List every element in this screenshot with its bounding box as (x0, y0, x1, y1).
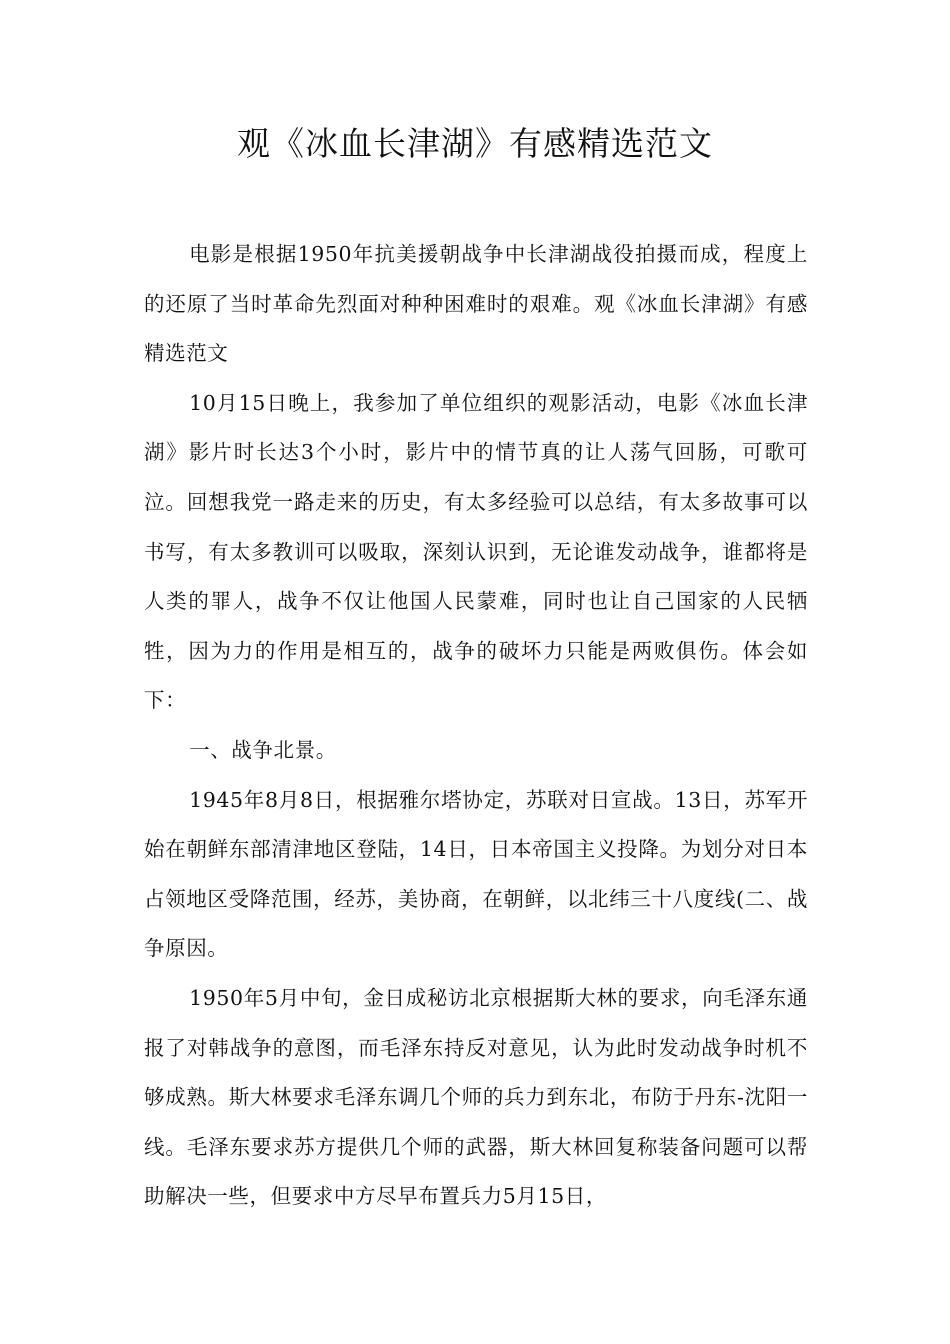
section-heading-background: 一、战争北景。 (189, 737, 337, 762)
document-title: 观《冰血长津湖》有感精选范文 (237, 124, 713, 163)
paragraph-background: 1945年8月8日，根据雅尔塔协定，苏联对日宣战。13日，苏军开始在朝鲜东部清津地区登陆，14日，日本帝国主义投降。为划分对日本占领地区受降范围，经苏，美协商，在朝鲜，以北纬三十八度线(二、战争原因。 (144, 787, 808, 961)
paragraph-viewing: 10月15日晚上，我参加了单位组织的观影活动，电影《冰血长津湖》影片时长达3个小时，影片中的情节真的让人荡气回肠，可歌可泣。回想我党一路走来的历史，有太多经验可以总结，有太多故事可以书写，有太多教训可以吸取，深刻认识到，无论谁发动战争，谁都将是人类的罪人，战争不仅让他国人民蒙难，同时也让自己国家的人民牺牲，因为力的作用是相互的，战争的破坏力只能是两败俱伤。体会如下： (144, 390, 808, 713)
paragraph-intro: 电影是根据1950年抗美援朝战争中长津湖战役拍摄而成，程度上的还原了当时革命先烈面对种种困难时的艰难。观《冰血长津湖》有感精选范文 (144, 242, 808, 366)
paragraph-cause: 1950年5月中旬，金日成秘访北京根据斯大林的要求，向毛泽东通报了对韩战争的意图，而毛泽东持反对意见，认为此时发动战争时机不够成熟。斯大林要求毛泽东调几个师的兵力到东北，布防于丹东-沈阳一线。毛泽东要求苏方提供几个师的武器，斯大林回复称装备问题可以帮助解决一些，但要求中方尽早布置兵力5月15日， (144, 985, 808, 1209)
document-body (144, 230, 808, 1222)
